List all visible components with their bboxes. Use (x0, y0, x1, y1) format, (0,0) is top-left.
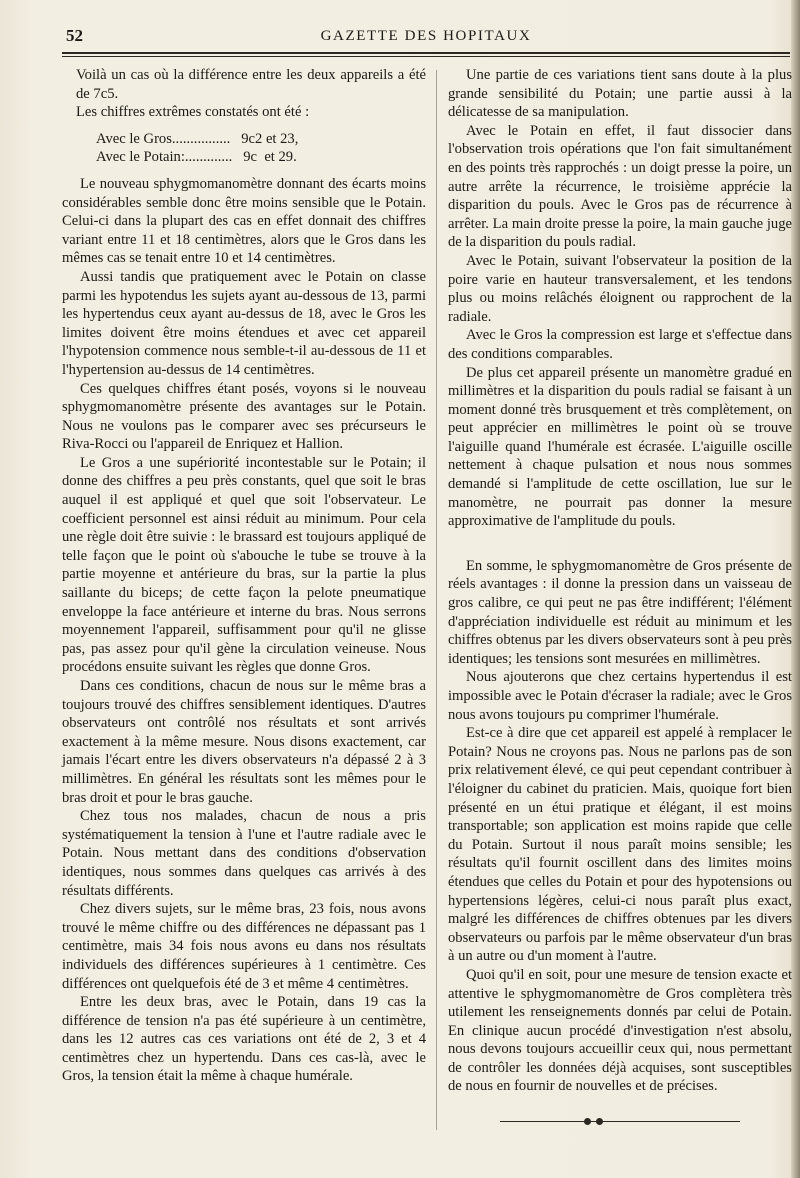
paragraph: Chez divers sujets, sur le même bras, 23 fois, nous avons trouvé le même chiffre ou des différences ne dépassant pas 1 centimètre, mais 34 fois nous avons eu dans nos résultats individuels des différences supérieures à 1 centimètre. Ces différences ont quelquefois été de 3 et même 4 centimètres. (62, 901, 426, 992)
left-column (62, 66, 426, 1086)
measurement-line: Avec le Gros................ 9c2 et 23, (96, 130, 299, 147)
page-edge (791, 0, 800, 1178)
paragraph: Avec le Potain, suivant l'observateur la position de la poire varie en hauteur transversalement, et les tendons plus ou moins relâchés éloignent ou rapprochent de la radiale. (448, 252, 792, 325)
paragraph: Chez tous nos malades, chacun de nous a pris systématiquement la tension à l'une et l'autre radiale avec le Potain. Nous mettant dans des conditions d'observation identiques, nous sommes dans quelques cas arrivés à des résultats différents. (62, 808, 426, 899)
paragraph: Les chiffres extrêmes constatés ont été : (76, 104, 310, 121)
page-header (62, 26, 790, 66)
paragraph: Aussi tandis que pratiquement avec le Potain on classe parmi les hypotendus les sujets ayant au-dessous de 13, parmi les hypertendus ceux ayant au-dessus de 18, avec le Gros les limites doivent être moins étendues et avec cet appareil l'hypotension commence nous semble-t-il au-dessous de 11 et l'hypertension au-dessus de 14 centimètres. (62, 268, 426, 378)
paragraph: Avec le Gros la compression est large et s'effectue dans des conditions comparables. (448, 327, 792, 362)
header-rule-thin (62, 56, 790, 57)
paragraph: Avec le Potain en effet, il faut dissocier dans l'observation trois opérations que l'on fait simultanément en des points très rapprochés : un doigt presse la poire, un autre arrête la récurrence, le troisième apprécie la disparition du pouls. Avec le Gros pas de récurrence à arrêter. La main droite presse la poire, la main gauche juge de la disparition du pouls radial. (448, 122, 792, 251)
header-rule (62, 52, 790, 54)
paragraph: Est-ce à dire que cet appareil est appelé à remplacer le Potain? Nous ne croyons pas. Nous ne parlons pas de son prix relativement élevé, ce qui peut cependant contribuer à l'éloigner du cabinet du praticien. Mais, quoique fort bien présenté en un étui pratique et élégant, il est moins transportable; son application est moins rapide que celle du Potain. Surtout il nous paraît moins sensible; les résultats qu'il fournit oscillent dans des limites moins étendues que celles du Potain et pour des hypotensions ou hypertensions légères, celui-ci nous paraît plus exact, malgré les différences de chiffres obtenues par les divers observateurs ou parfois par le même observateur d'un bras à un autre ou d'un moment à l'autre. (448, 725, 792, 965)
measurement-line: Avec le Potain:............. 9c et 29. (96, 149, 297, 166)
page-number: 52 (66, 26, 83, 45)
ornament-line (500, 1121, 740, 1122)
column-divider (436, 70, 437, 1130)
journal-title: GAZETTE DES HOPITAUX (320, 28, 532, 44)
paragraph: Une partie de ces variations tient sans doute à la plus grande sensibilité du Potain; une partie aussi à la délicatesse de sa manipulation. (448, 67, 792, 121)
paragraph: De plus cet appareil présente un manomètre gradué en millimètres et la disparition du pouls radial se faisant à un moment donné très brusquement et très complètement, on peut apprécier en millimètres le point où se trouve l'aiguille quand l'humérale est écrasée. L'aiguille oscille nettement à chaque pulsation et nous nous sommes demandé si l'amplitude de cette oscillation, lue sur le manomètre, ne pourrait pas donner la mesure approximative de l'amplitude du pouls. (448, 364, 792, 530)
paragraph: Quoi qu'il en soit, pour une mesure de tension exacte et attentive le sphygmomanomètre de Gros complètera très utilement les renseignements donnés par celui de Potain. En clinique aucun procédé d'investigation n'est absolu, nous devons toujours accueillir ceux qui, nous permettant de contrôler les données déjà acquises, sont susceptibles de nous en fournir de nouvelles et de précises. (448, 966, 792, 1095)
paragraph: Le nouveau sphygmomanomètre donnant des écarts moins considérables semble donc être moins sensible que le Potain. Celui-ci dans la plupart des cas en effet donnait des chiffres variant entre 11 et 18 centimètres, alors que le Gros dans les mêmes cas se tenait entre 10 et 14 centimètres. (62, 175, 426, 267)
ornament-dot (584, 1118, 591, 1125)
ornament-dot (596, 1118, 603, 1125)
paragraph: Dans ces conditions, chacun de nous sur le même bras a toujours trouvé des chiffres sensiblement identiques. D'autres observateurs ont contrôlé nos résultats et sont arrivés exactement à la même mesure. Nous disons exactement, car jamais l'écart entre les divers observateurs n'a dépassé 2 à 3 millimètres. En général les résultats sont les mêmes pour le bras droit et pour le bras gauche. (62, 678, 426, 806)
paragraph: En somme, le sphygmomanomètre de Gros présente de réels avantages : il donne la pression dans un vaisseau de gros calibre, ce qui peut ne pas être indifférent; l'élément d'appréciation individuelle est réduit au minimum et les chiffres obtenus par les divers observateurs sont à peu près identiques; les tensions sont mesurées en millimètres. (448, 557, 792, 667)
paragraph: Entre les deux bras, avec le Potain, dans 19 cas la différence de tension n'a pas été supérieure à un centimètre, dans les 12 autres cas ces variations ont été de 2, 3 et 4 centimètres chez un hypertendu. Dans ces cas-là, avec le Gros, la tension était la même à chaque humérale. (62, 994, 426, 1085)
paragraph: Le Gros a une supériorité incontestable sur le Potain; il donne des chiffres a peu près constants, quel que soit le bras auquel il est appliqué et quel que soit l'observateur. Le coefficient personnel est ainsi réduit au minimum. Pour cela une règle doit être suivie : le brassard est toujours appliqué de telle façon que le point où s'abouche le tube se trouve à la partie moyenne et antérieure du bras, sur la partie la plus saillante du biceps; de cette façon la pelote pneumatique enveloppe la face antérieure et interne du bras. Nous serrons moyennement l'appareil, suffisamment pour qu'il ne glisse pas, pas assez pour qu'il gène la circulation veineuse. Nous procédons ensuite suivant les règles que donne Gros. (62, 454, 426, 676)
paragraph: Voilà un cas où la différence entre les deux appareils a été de 7c5. (76, 67, 426, 102)
end-ornament (500, 1118, 740, 1126)
paragraph: Ces quelques chiffres étant posés, voyons si le nouveau sphygmomanomètre présente des avantages sur le Potain. Nous ne voulons pas le comparer avec ses précurseurs le Riva-Rocci ou l'appareil de Enriquez et Hallion. (62, 380, 426, 453)
right-column (448, 66, 792, 1126)
paragraph: Nous ajouterons que chez certains hypertendus il est impossible avec le Potain d'écraser la radiale; avec le Gros nous avons toujours pu comprimer l'humérale. (448, 669, 792, 723)
